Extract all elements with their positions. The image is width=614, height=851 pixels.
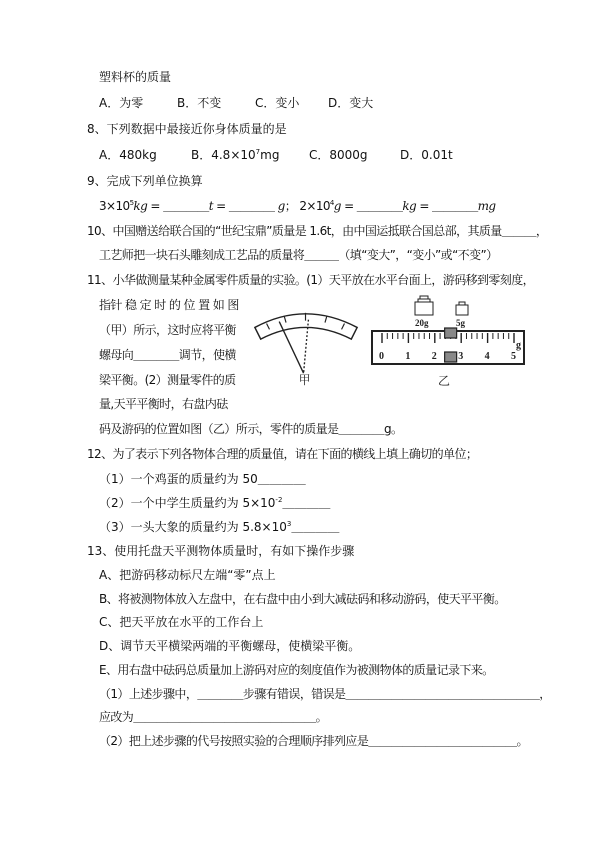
q9-p1-unit: kg: [133, 199, 148, 213]
q9-eq: =: [212, 199, 229, 213]
q9-stem: 9、完成下列单位换算: [87, 174, 203, 188]
q7-option-c: C．变小: [255, 96, 300, 110]
q13-sub-1-line-1: （1）上述步骤中，＿＿＿＿步骤有错误，错误是＿＿＿＿＿＿＿＿＿＿＿＿＿＿＿＿＿，: [99, 687, 551, 701]
q10-line-1: 10、中国赠送给联合国的“世纪宝鼎”质量是 1.6t，由中国运抵联合国总部，其质量＿＿＿，: [87, 224, 548, 238]
q13-step-b: B、将被测物体放入左盘中，在右盘中由小到大减砝码和移动游码，使天平平衡。: [99, 592, 506, 606]
q13-stem: 13、使用托盘天平测物体质量时，有如下操作步骤: [87, 544, 355, 558]
q7-option-d: D．变大: [328, 96, 374, 110]
q8-options: [99, 147, 453, 163]
q12-item-2-blank[interactable]: ＿＿＿＿: [282, 496, 331, 510]
scale-tick: [267, 324, 270, 330]
figure-yi-weights-and-scale: [368, 293, 528, 389]
q8-option-b-unit: mg: [260, 148, 280, 162]
scale-tick-label: 3: [458, 351, 464, 362]
q12-item-1-blank[interactable]: ＿＿＿＿: [257, 472, 306, 486]
q7-stem-end: 塑料杯的质量: [99, 70, 172, 84]
q11-line-4: 螺母向＿＿＿＿调节，使横: [99, 348, 236, 362]
q11-line-2: 指针 稳 定 时 的 位 置 如 图: [99, 298, 239, 312]
q9-p1-base: 3×10: [99, 199, 130, 213]
figure-jia-label: 甲: [298, 373, 311, 387]
q12-item-3: [99, 519, 339, 535]
q11-line-1: 11、小华做测量某种金属零件质量的实验。(1）天平放在水平台面上，游码移到零刻度，: [87, 273, 534, 287]
q11-line-7: 码及游码的位置如图（乙）所示，零件的质量是＿＿＿＿g。: [99, 422, 403, 436]
q8-option-c: C．8000g: [309, 148, 368, 162]
q12-stem: 12、为了表示下列各物体合理的质量值，请在下面的横线上填上确切的单位；: [87, 447, 478, 461]
q12-item-3-exponent: 3: [286, 520, 292, 528]
scale-tick-label: 4: [484, 351, 490, 362]
q9-p1-exponent: 5: [129, 199, 134, 207]
q7-option-b: B．不变: [177, 96, 222, 110]
q13-step-e: E、用右盘中砝码总质量加上游码对应的刻度值作为被测物体的质量记录下来。: [99, 663, 494, 677]
q9-eq: =: [416, 199, 433, 213]
weight-20g-icon: [415, 296, 433, 315]
q9-blank-1[interactable]: ＿＿＿＿: [163, 199, 209, 213]
q11-line-5: 梁平衡。(2）测量零件的质: [99, 373, 236, 387]
q7-option-a: A．为零: [99, 96, 144, 110]
q12-item-2-text: （2）一个中学生质量约为 5×10: [99, 496, 276, 510]
q12-item-1-text: （1）一个鸡蛋的质量约为 50: [99, 472, 258, 486]
q12-item-3-blank[interactable]: ＿＿＿＿: [291, 520, 340, 534]
q9-conversions: [99, 198, 496, 214]
scale-tick-label: 1: [405, 351, 411, 362]
q7-options: [99, 95, 373, 111]
q9-unit-kg: kg: [402, 199, 417, 213]
q11-line-6: 量,天平平衡时，右盘内砝: [99, 397, 228, 411]
q9-p2-unit: g: [333, 199, 341, 213]
q9-eq: =: [340, 199, 357, 213]
q12-item-2-exponent: -2: [275, 496, 283, 504]
q13-step-c: C、把天平放在水平的工作台上: [99, 615, 264, 629]
figure-yi-label: 乙: [438, 374, 451, 388]
weight-5g-icon: [456, 302, 468, 315]
q8-option-d: D．0.01t: [400, 148, 453, 162]
q12-item-2: [99, 495, 330, 511]
scale-tick-label: 2: [431, 351, 437, 362]
q9-separator: ；: [284, 199, 297, 213]
q8-option-b-exponent: 7: [255, 148, 261, 156]
q13-sub-2: （2）把上述步骤的代号按照实验的合理顺序排列应是＿＿＿＿＿＿＿＿＿＿＿＿＿。: [99, 734, 528, 748]
q8-option-b-base: B．4.8×10: [191, 148, 256, 162]
q9-unit-g: g: [277, 199, 285, 213]
q10-line-2: 工艺师把一块石头雕刻成工艺品的质量将＿＿＿（填“变大”，“变小”或“不变”）: [99, 248, 498, 262]
q8-stem: 8、下列数据中最接近你身体质量的是: [87, 122, 287, 136]
scale-tick: [342, 324, 345, 330]
rider-bottom: [445, 352, 457, 362]
q9-blank-3[interactable]: ＿＿＿＿: [356, 199, 403, 213]
rider-scale-unit: g: [516, 340, 521, 351]
q13-sub-1-line-2: 应改为＿＿＿＿＿＿＿＿＿＿＿＿＿＿＿＿。: [99, 710, 328, 724]
figure-jia-pointer-scale: [250, 300, 362, 388]
q9-p2-exponent: 4: [329, 199, 334, 207]
weight-20g-label: 20g: [415, 318, 429, 328]
scale-tick-label: 5: [511, 351, 516, 362]
q13-step-d: D、调节天平横梁两端的平衡螺母，使横梁平衡。: [99, 639, 361, 653]
scale-tick: [325, 316, 327, 323]
q9-unit-mg: mg: [477, 199, 496, 213]
q8-option-b: [191, 147, 309, 163]
q9-blank-2[interactable]: ＿＿＿＿: [228, 199, 275, 213]
scale-tick-label: 0: [379, 351, 384, 362]
rider-top: [445, 328, 457, 338]
q12-item-1: [99, 471, 306, 487]
q9-eq: =: [147, 199, 164, 213]
q12-item-3-text: （3）一头大象的质量约为 5.8×10: [99, 520, 287, 534]
q8-option-a: A．480kg: [99, 148, 157, 162]
q13-step-a: A、把游码移动标尺左端“零”点上: [99, 568, 276, 582]
q11-line-3: （甲）所示，这时应将平衡: [99, 323, 236, 337]
weight-5g-label: 5g: [456, 318, 465, 328]
q9-p2-base: 2×10: [299, 199, 330, 213]
q9-unit-t: t: [208, 199, 213, 213]
q9-blank-4[interactable]: ＿＿＿＿: [432, 199, 478, 213]
